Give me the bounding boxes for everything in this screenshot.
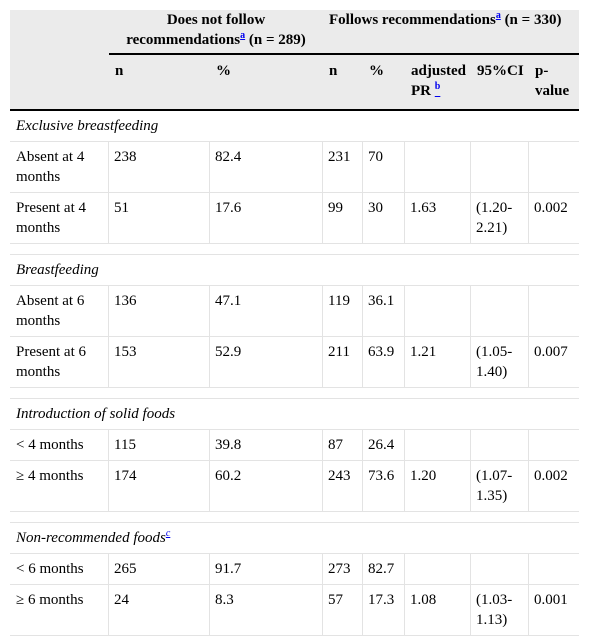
section-title-text: Exclusive breastfeeding [16,118,159,134]
table-row [10,554,579,585]
table-row [10,193,579,244]
cell-n-group1: 265 [109,554,210,585]
row-label: < 6 months [10,554,109,585]
section-title [10,523,579,554]
cell-n-group2: 273 [323,554,363,585]
cell-n-group2: 243 [323,461,363,512]
cell-n-group1: 24 [109,585,210,636]
cell-adjusted-pr: 1.08 [405,585,471,636]
col-p-value: p-value [529,55,579,111]
cell-ci [471,142,529,193]
cell-n-group1: 174 [109,461,210,512]
cell-n-group1: 51 [109,193,210,244]
table-row [10,337,579,388]
section-row [10,111,579,142]
cell-adjusted-pr [405,142,471,193]
group2-footnote-link[interactable]: a [495,10,501,21]
col-ci: 95%CI [471,55,529,111]
row-label: Absent at 6 months [10,286,109,337]
cell-p-value [529,554,579,585]
cell-pct-group1: 39.8 [210,430,323,461]
cell-ci: (1.03-1.13) [471,585,529,636]
cell-n-group1: 153 [109,337,210,388]
table-row [10,461,579,512]
row-label: ≥ 4 months [10,461,109,512]
col-pct-group2: % [363,55,405,111]
col-n-group1: n [109,55,210,111]
col-n-group2: n [323,55,363,111]
table-row [10,286,579,337]
section-footnote-link[interactable]: c [165,528,171,539]
cell-p-value [529,286,579,337]
spacer-row [10,388,579,399]
table-row [10,142,579,193]
section-title [10,111,579,142]
section-title-text: Breastfeeding [16,262,99,278]
cell-ci [471,286,529,337]
cell-n-group1: 136 [109,286,210,337]
row-label: Absent at 4 months [10,142,109,193]
cell-pct-group2: 30 [363,193,405,244]
cell-p-value: 0.002 [529,193,579,244]
cell-n-group2: 119 [323,286,363,337]
section-title-text: Non-recommended foods [16,530,166,546]
table-row [10,430,579,461]
cell-pct-group1: 17.6 [210,193,323,244]
section-title [10,399,579,430]
cell-ci: (1.07-1.35) [471,461,529,512]
cell-adjusted-pr: 1.20 [405,461,471,512]
spacer-row [10,512,579,523]
cell-p-value [529,430,579,461]
header-blank [10,10,109,111]
cell-pct-group2: 63.9 [363,337,405,388]
cell-ci [471,430,529,461]
cell-n-group2: 231 [323,142,363,193]
cell-n-group2: 57 [323,585,363,636]
cell-p-value [529,142,579,193]
row-label: Present at 4 months [10,193,109,244]
cell-adjusted-pr [405,430,471,461]
cell-adjusted-pr: 1.21 [405,337,471,388]
row-label: < 4 months [10,430,109,461]
cell-adjusted-pr [405,554,471,585]
group2-header [323,10,579,55]
cell-pct-group2: 73.6 [363,461,405,512]
cell-n-group1: 238 [109,142,210,193]
spacer-cell [10,512,579,523]
cell-ci: (1.20-2.21) [471,193,529,244]
cell-pct-group1: 60.2 [210,461,323,512]
cell-pct-group2: 17.3 [363,585,405,636]
cell-ci: (1.05-1.40) [471,337,529,388]
section-title-text: Introduction of solid foods [16,406,176,422]
cell-p-value: 0.002 [529,461,579,512]
section-row [10,523,579,554]
cell-adjusted-pr: 1.63 [405,193,471,244]
cell-pct-group1: 47.1 [210,286,323,337]
group1-header [109,10,323,55]
group1-label: Does not follow recommendations [126,12,266,48]
cell-n-group1: 115 [109,430,210,461]
section-row [10,399,579,430]
table-row [10,585,579,636]
row-label: ≥ 6 months [10,585,109,636]
cell-pct-group1: 82.4 [210,142,323,193]
table-body [10,111,579,636]
group1-count: (n = 289) [245,32,306,48]
cell-pct-group1: 8.3 [210,585,323,636]
spacer-cell [10,388,579,399]
pr-footnote-link[interactable]: b [434,81,441,92]
cell-pct-group2: 82.7 [363,554,405,585]
cell-p-value: 0.001 [529,585,579,636]
cell-p-value: 0.007 [529,337,579,388]
cell-pct-group1: 91.7 [210,554,323,585]
cell-pct-group2: 70 [363,142,405,193]
cell-ci [471,554,529,585]
spacer-cell [10,244,579,255]
group2-label: Follows recommendations [329,12,496,28]
cell-pct-group2: 36.1 [363,286,405,337]
cell-n-group2: 211 [323,337,363,388]
section-title [10,255,579,286]
cell-n-group2: 99 [323,193,363,244]
cell-adjusted-pr [405,286,471,337]
cell-pct-group2: 26.4 [363,430,405,461]
cell-pct-group1: 52.9 [210,337,323,388]
results-table [10,10,579,636]
col-adjusted-pr: adjusted PR $^b$ [405,55,471,111]
col-pct-group1: % [210,55,323,111]
spacer-row [10,244,579,255]
row-label: Present at 6 months [10,337,109,388]
group1-footnote-link[interactable]: a [240,30,246,41]
section-row [10,255,579,286]
group2-count: (n = 330) [500,12,562,28]
cell-n-group2: 87 [323,430,363,461]
